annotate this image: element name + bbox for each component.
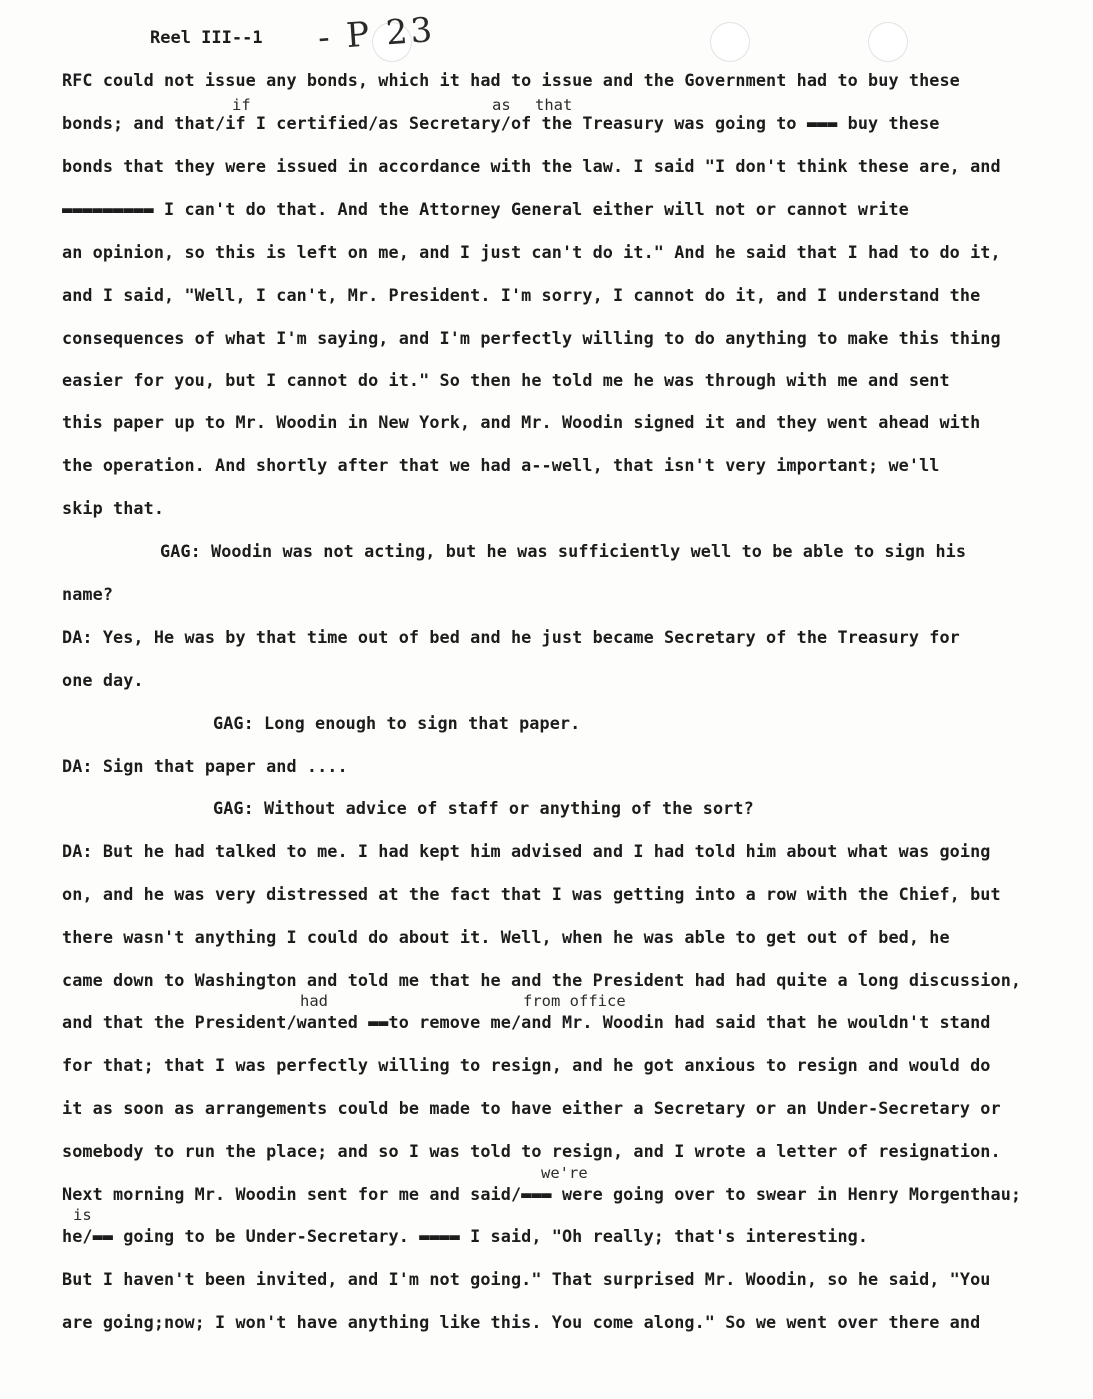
text-line: he/▬▬ going to be Under-Secretary. ▬▬▬▬ I said, "Oh really; that's interesting. — [62, 1226, 869, 1246]
text-line: it as soon as arrangements could be made to have either a Secretary or an Under-Secretary or — [62, 1098, 1001, 1118]
text-line: GAG: Without advice of staff or anything of the sort? — [213, 798, 754, 818]
text-line: skip that. — [62, 498, 165, 518]
text-line: for that; that I was perfectly willing to resign, and he got anxious to resign and would do — [62, 1055, 991, 1075]
text-line: and that the President/wanted ▬▬to remove me/and Mr. Woodin had said that he wouldn't stand — [62, 1012, 991, 1032]
insert-were: we're — [541, 1164, 588, 1182]
text-line: came down to Washington and told me that he and the President had had quite a long discussion, — [62, 970, 1022, 990]
text-line: and I said, "Well, I can't, Mr. President. I'm sorry, I cannot do it, and I understand the — [62, 285, 981, 305]
text-line: one day. — [62, 670, 144, 690]
text-line: there wasn't anything I could do about it. Well, when he was able to get out of bed, he — [62, 927, 950, 947]
insert-had: had — [300, 992, 328, 1010]
text-line: the operation. And shortly after that we had a--well, that isn't very important; we'll — [62, 455, 940, 475]
text-line: bonds; and that/if I certified/as Secretary/of the Treasury was going to ▬▬▬ buy these — [62, 113, 940, 133]
insert-is: is — [73, 1206, 92, 1224]
insert-from-office: from office — [523, 992, 626, 1010]
handwritten-page-number: - P 23 — [316, 9, 437, 59]
reel-header: Reel III--1 — [150, 28, 263, 48]
insert-that: that — [535, 96, 573, 114]
text-line: an opinion, so this is left on me, and I just can't do it." And he said that I had to do it, — [62, 242, 1001, 262]
text-line: GAG: Woodin was not acting, but he was sufficiently well to be able to sign his — [160, 541, 967, 561]
text-line: But I haven't been invited, and I'm not going." That surprised Mr. Woodin, so he said, "You — [62, 1269, 991, 1289]
text-line: bonds that they were issued in accordance with the law. I said "I don't think these are, and — [62, 156, 1001, 176]
insert-if: if — [232, 96, 251, 114]
text-line: easier for you, but I cannot do it." So then he told me he was through with me and sent — [62, 370, 950, 390]
punch-hole — [868, 22, 908, 62]
text-line: RFC could not issue any bonds, which it had to issue and the Government had to buy these — [62, 70, 960, 90]
text-line: Next morning Mr. Woodin sent for me and said/▬▬▬ were going over to swear in Henry Morgenthau; — [62, 1184, 1022, 1204]
text-line: consequences of what I'm saying, and I'm perfectly willing to do anything to make this thing — [62, 328, 1001, 348]
text-line: ▬▬▬▬▬▬▬▬▬ I can't do that. And the Attorney General either will not or cannot write — [62, 199, 909, 219]
text-line: DA: But he had talked to me. I had kept him advised and I had told him about what was going — [62, 841, 991, 861]
text-line: GAG: Long enough to sign that paper. — [213, 713, 581, 733]
punch-hole — [710, 22, 750, 62]
text-line: DA: Sign that paper and .... — [62, 756, 348, 776]
text-line: on, and he was very distressed at the fact that I was getting into a row with the Chief, but — [62, 884, 1001, 904]
text-line: DA: Yes, He was by that time out of bed and he just became Secretary of the Treasury for — [62, 627, 960, 647]
insert-as: as — [492, 96, 511, 114]
text-line: are going;now; I won't have anything like this. You come along." So we went over there and — [62, 1312, 981, 1332]
text-line: name? — [62, 584, 114, 604]
text-line: this paper up to Mr. Woodin in New York, and Mr. Woodin signed it and they went ahead with — [62, 412, 981, 432]
text-line: somebody to run the place; and so I was told to resign, and I wrote a letter of resignation. — [62, 1141, 1001, 1161]
